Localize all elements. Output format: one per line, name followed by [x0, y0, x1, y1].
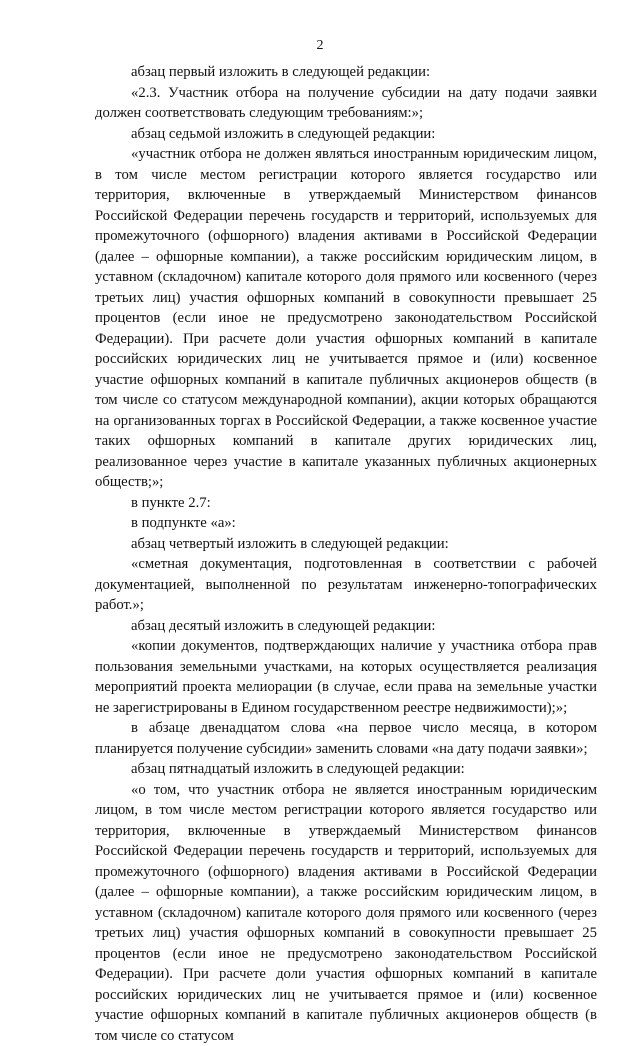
document-body	[95, 62, 597, 1046]
paragraph: «о том, что участник отбора не является иностранным юридическим лицом, в том числе местом регистрации которого является государство или территория, включенные в утверждаемый Министерством финансов Российской Федерации перечень государств и территорий, используемых для промежуточного (офшорного) владения активами в Российской Федерации (далее – офшорные компании), а также российским юридическим лицом, в уставном (складочном) капитале которого доля прямого или косвенного (через третьих лиц) участия офшорных компаний в совокупности превышает 25 процентов (если иное не предусмотрено законодательством Российской Федерации). При расчете доли участия офшорных компаний в капитале российских юридических лиц не учитывается прямое и (или) косвенное участие офшорных компаний в капитале публичных акционеров обществ (в том числе со статусом	[95, 780, 597, 1046]
paragraph: в абзаце двенадцатом слова «на первое число месяца, в котором планируется получение субсидии» заменить словами «на дату подачи заявки»;	[95, 718, 597, 759]
paragraph: «копии документов, подтверждающих наличие у участника отбора прав пользования земельными участками, на которых осуществляется реализация мероприятий проекта мелиорации (в случае, если права на земельные участки не зарегистрированы в Едином государственном реестре недвижимости);»;	[95, 636, 597, 718]
paragraph: абзац первый изложить в следующей редакции:	[95, 62, 597, 83]
page-number: 2	[0, 38, 640, 54]
paragraph: в пункте 2.7:	[95, 493, 597, 514]
paragraph: «сметная документация, подготовленная в соответствии с рабочей документацией, выполненной по результатам инженерно-топографических работ.»;	[95, 554, 597, 616]
paragraph: «2.3. Участник отбора на получение субсидии на дату подачи заявки должен соответствовать следующим требованиям:»;	[95, 83, 597, 124]
paragraph: в подпункте «а»:	[95, 513, 597, 534]
paragraph: абзац седьмой изложить в следующей редакции:	[95, 124, 597, 145]
paragraph: абзац четвертый изложить в следующей редакции:	[95, 534, 597, 555]
paragraph: абзац десятый изложить в следующей редакции:	[95, 616, 597, 637]
paragraph: «участник отбора не должен являться иностранным юридическим лицом, в том числе местом регистрации которого является государство или территория, включенные в утверждаемый Министерством финансов Российской Федерации перечень государств и территорий, используемых для промежуточного (офшорного) владения активами в Российской Федерации (далее – офшорные компании), а также российским юридическим лицом, в уставном (складочном) капитале которого доля прямого или косвенного (через третьих лиц) участия офшорных компаний в совокупности превышает 25 процентов (если иное не предусмотрено законодательством Российской Федерации). При расчете доли участия офшорных компаний в капитале российских юридических лиц не учитывается прямое и (или) косвенное участие офшорных компаний в капитале публичных акционеров обществ (в том числе со статусом международной компании), акции которых обращаются на организованных торгах в Российской Федерации, а также косвенное участие таких офшорных компаний в капитале других юридических лиц, реализованное через участие в капитале указанных публичных акционерных обществ;»;	[95, 144, 597, 493]
paragraph: абзац пятнадцатый изложить в следующей редакции:	[95, 759, 597, 780]
